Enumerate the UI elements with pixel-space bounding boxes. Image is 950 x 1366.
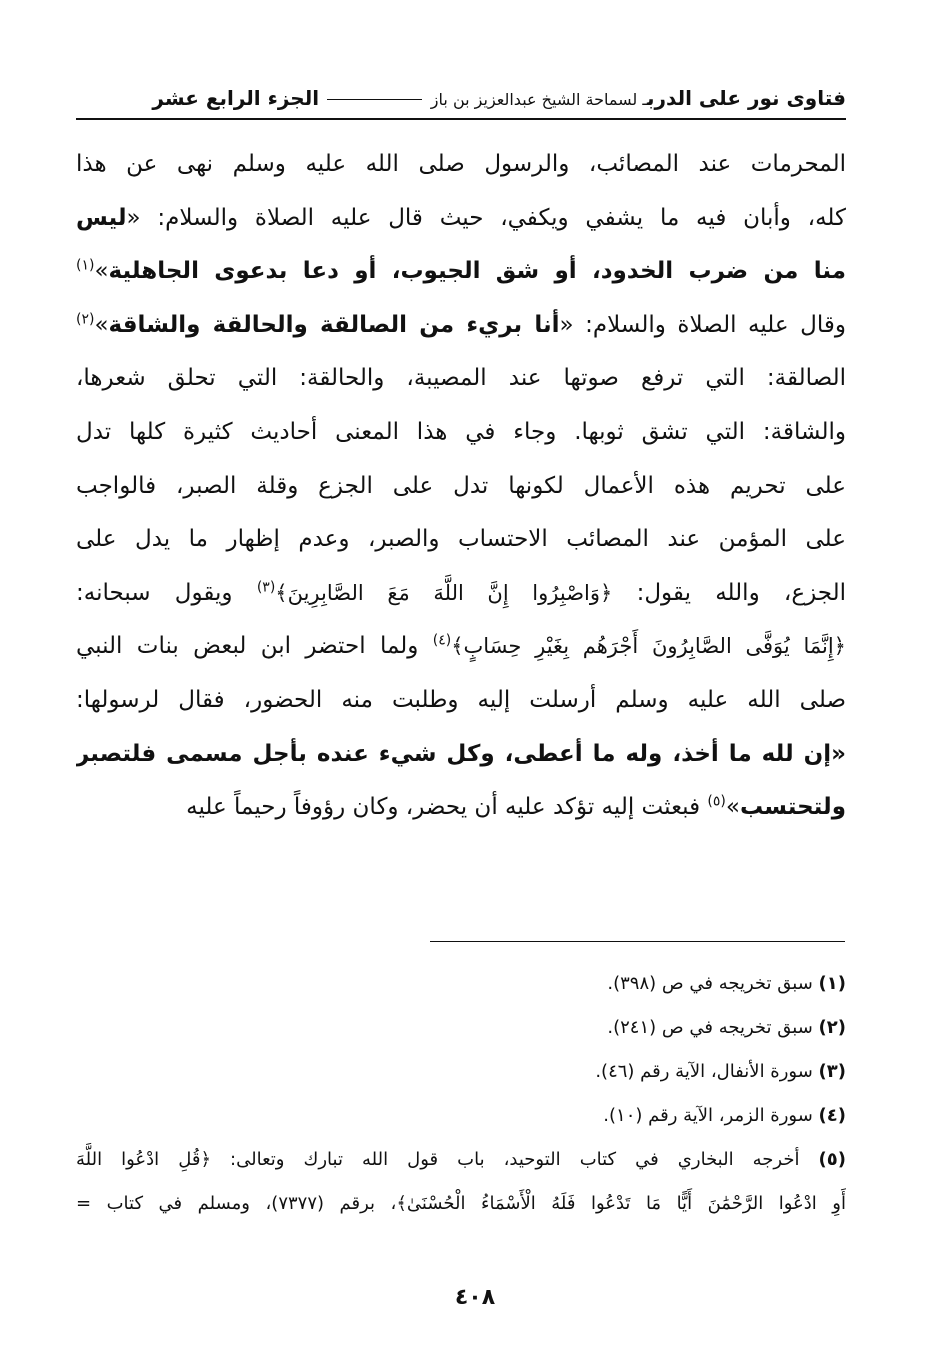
- running-header: [76, 82, 846, 114]
- page-number: ٤٠٨: [454, 1285, 496, 1310]
- footnote-item: (٤) سورة الزمر، الآية رقم (١٠).: [603, 1105, 846, 1126]
- main-text: [76, 138, 846, 835]
- footnote-item: (٢) سبق تخريجه في ص (٢٤١).: [607, 1017, 846, 1038]
- text-line: على تحريم هذه الأعمال لكونها تدل على الجزع وقلة الصبر، فالواجب: [76, 472, 846, 499]
- text-line: الصالقة: التي ترفع صوتها عند المصيبة، والحالقة: التي تحلق شعرها،: [76, 365, 846, 392]
- footnotes: [76, 962, 846, 1226]
- footnote-item: (١) سبق تخريجه في ص (٣٩٨).: [607, 973, 846, 994]
- footnote-continuation: أَوِ ادْعُوا الرَّحْمَٰنَ أَيًّا مَا تَدْعُوا فَلَهُ الْأَسْمَاءُ الْحُسْنَىٰ﴾، برقم (٧٣٧٧)، ومسلم في كتاب =: [76, 1193, 846, 1214]
- quran-verse: ﴿وَاصْبِرُوا إِنَّ اللَّهَ مَعَ الصَّابِرِينَ﴾: [275, 580, 613, 605]
- footnote-separator: [430, 941, 845, 942]
- header-rule: [76, 118, 846, 120]
- footnote-ref: (٤): [432, 632, 452, 649]
- quran-verse: ﴿إِنَّمَا يُوَفَّى الصَّابِرُونَ أَجْرَهُم بِغَيْرِ حِسَابٍ﴾: [451, 634, 846, 659]
- author-name: ـ لسماحة الشيخ عبدالعزيز بن باز: [430, 90, 648, 109]
- footnote-ref: (١): [76, 257, 95, 274]
- text-line: والشاقة: التي تشق ثوبها. وجاء في هذا المعنى أحاديث كثيرة كلها تدل: [76, 418, 846, 445]
- text-line: ولتحتسب»$^{(٥)}$ فبعثت إليه تؤكد عليه أن يحضر، وكان رؤوفاً رحيماً عليه: [186, 793, 846, 821]
- book-title: فتاوى نور على الدرب: [647, 86, 846, 110]
- hadith-text: منا من ضرب الخدود، أو شق الجيوب، أو دعا بدعوى الجاهلية: [108, 258, 846, 285]
- footnote-ref: (٣): [256, 579, 276, 596]
- footnote-item: (٣) سورة الأنفال، الآية رقم (٤٦).: [595, 1061, 846, 1082]
- text-line: وقال عليه الصلاة والسلام: «أنا بريء من الصالقة والحالقة والشاقة»$^{(٢)}$: [76, 311, 846, 338]
- footnote-item: (٥) أخرجه البخاري في كتاب التوحيد، باب قول الله تبارك وتعالى: ﴿قُلِ ادْعُوا اللَّهَ: [76, 1149, 846, 1170]
- footnote-ref: (٢): [76, 311, 95, 328]
- volume-part: الجزء الرابع عشر: [152, 86, 320, 110]
- text-line: الجزع، والله يقول: ﴿وَاصْبِرُوا إِنَّ اللَّهَ مَعَ الصَّابِرِينَ﴾$^{(٣)}$ ويقول سبحانه:: [76, 579, 846, 606]
- text-line: منا من ضرب الخدود، أو شق الجيوب، أو دعا بدعوى الجاهلية»$^{(١)}$: [76, 257, 846, 285]
- text-line: المحرمات عند المصائب، والرسول صلى الله عليه وسلم نهى عن هذا: [76, 151, 846, 177]
- text-line: [76, 728, 846, 782]
- text-line: كله، وأبان فيه ما يشفي ويكفي، حيث قال عليه الصلاة والسلام: «ليس: [76, 204, 846, 231]
- footnote-ref: (٥): [707, 793, 726, 810]
- header-dash: [327, 99, 422, 100]
- hadith-text: ليس: [76, 204, 127, 231]
- text-line: ﴿إِنَّمَا يُوَفَّى الصَّابِرُونَ أَجْرَهُم بِغَيْرِ حِسَابٍ﴾$^{(٤)}$ ولما احتضر ابن لبعض بنات النبي: [76, 632, 846, 660]
- hadith-text: ولتحتسب: [739, 794, 846, 821]
- hadith-text: «إن لله ما أخذ، وله ما أعطى، وكل شيء عنده بأجل مسمى فلتصبر: [76, 740, 846, 767]
- hadith-text: أنا بريء من الصالقة والحالقة والشاقة: [108, 311, 560, 338]
- text-line: على المؤمن عند المصائب الاحتساب والصبر، وعدم إظهار ما يدل على: [76, 526, 846, 553]
- text-line: صلى الله عليه وسلم أرسلت إليه وطلبت منه الحضور، فقال لرسولها:: [76, 686, 846, 713]
